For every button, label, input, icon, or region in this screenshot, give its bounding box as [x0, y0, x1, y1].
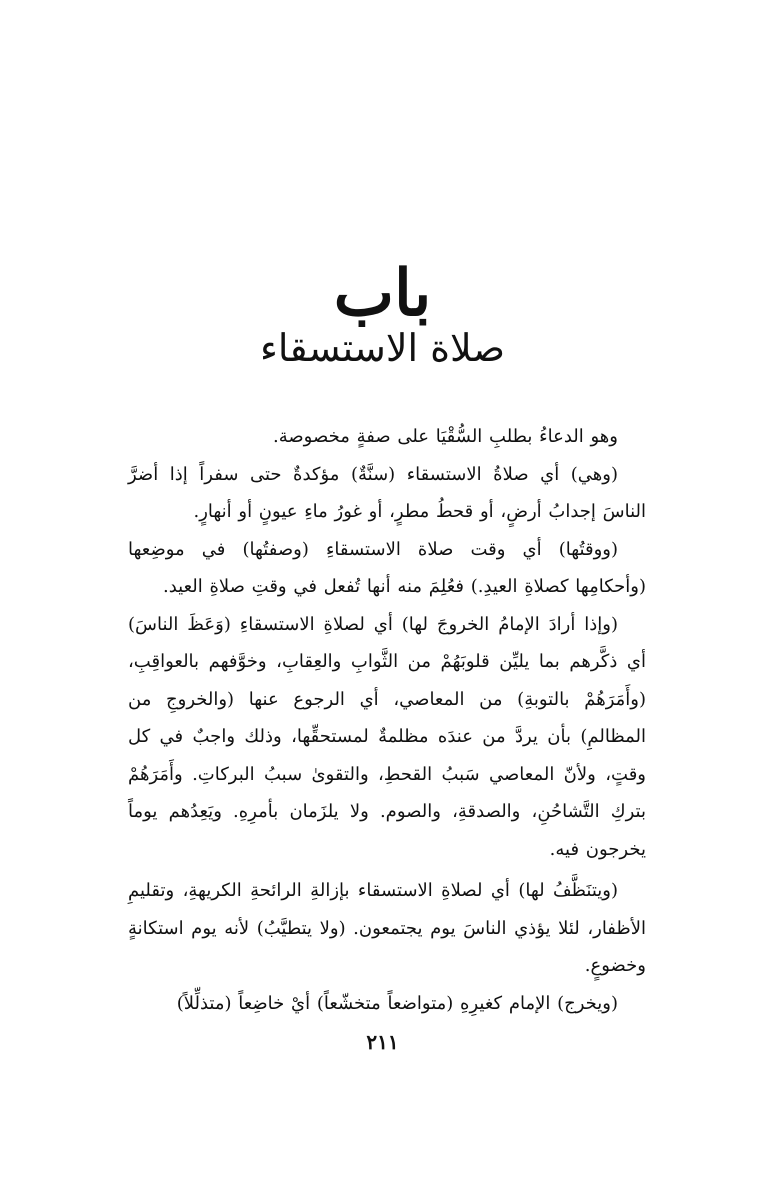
chapter-title: صلاة الاستسقاء [259, 326, 506, 370]
body-text [128, 418, 646, 1022]
chapter-label: باب [333, 256, 432, 331]
paragraph-cleansing: (ويتنَظَّفُ لها) أي لصلاةِ الاستسقاء بإزالةِ الرائحةِ الكريهةِ، وتقليمِ الأظفار، لئلا يؤذي الناسَ يوم يجتمعون. (ولا يتطيَّبُ) لأنه يوم استكانةٍ وخضوعٍ. [128, 880, 646, 976]
paragraph-ruling: (وهي) أي صلاةُ الاستسقاء (سنَّةٌ) مؤكدةٌ حتى سفراً إذا أضرَّ الناسَ إجدابُ أرضٍ، أو قحطُ مطرٍ، أو غورُ ماءِ عيونٍ أو أنهارٍ. [128, 463, 646, 522]
page-number: ٢١١ [366, 1030, 399, 1054]
paragraph-going-out: (ويخرج) الإمام كغيرِهِ (متواضعاً متخشّعاً) أيْ خاضِعاً (متذلِّلاً) [176, 992, 618, 1014]
paragraph-imam-preaching: (وإذا أرادَ الإمامُ الخروجَ لها) أي لصلاةِ الاستسقاءِ (وَعَظَ الناسَ) أي ذكَّرهم بما يليِّن قلوبَهُمْ من الثَّوابِ والعِقابِ، وخوَّفهم بالعواقِبِ، (وأَمَرَهُمْ بالتوبةِ) من المعاصي، أي الرجوع عنها (والخروجِ من المظالمِ) بأن يردَّ من عندَه مظلمةٌ لمستحقِّها، وذلك واجبٌ في كل وقتٍ، ولأنّ المعاصي سَببُ القحطِ، والتقوىٰ سببُ البركاتِ. وأَمَرَهُمْ بتركِ التَّشاحُنِ، والصدقةِ، والصوم. ولا يلزَمان بأمرِهِ. ويَعِدُهم يوماً يخرجون فيه. [128, 613, 646, 860]
paragraph-time: (ووقتُها) أي وقت صلاة الاستسقاءِ (وصفتُها) في موضِعها (وأحكامِها كصلاةِ العيدِ.) فعُلِمَ منه أنها تُفعل في وقتِ صلاةِ العيد. [128, 538, 646, 597]
paragraph-definition: وهو الدعاءُ بطلبِ السُّقْيَا على صفةٍ مخصوصة. [273, 426, 618, 447]
